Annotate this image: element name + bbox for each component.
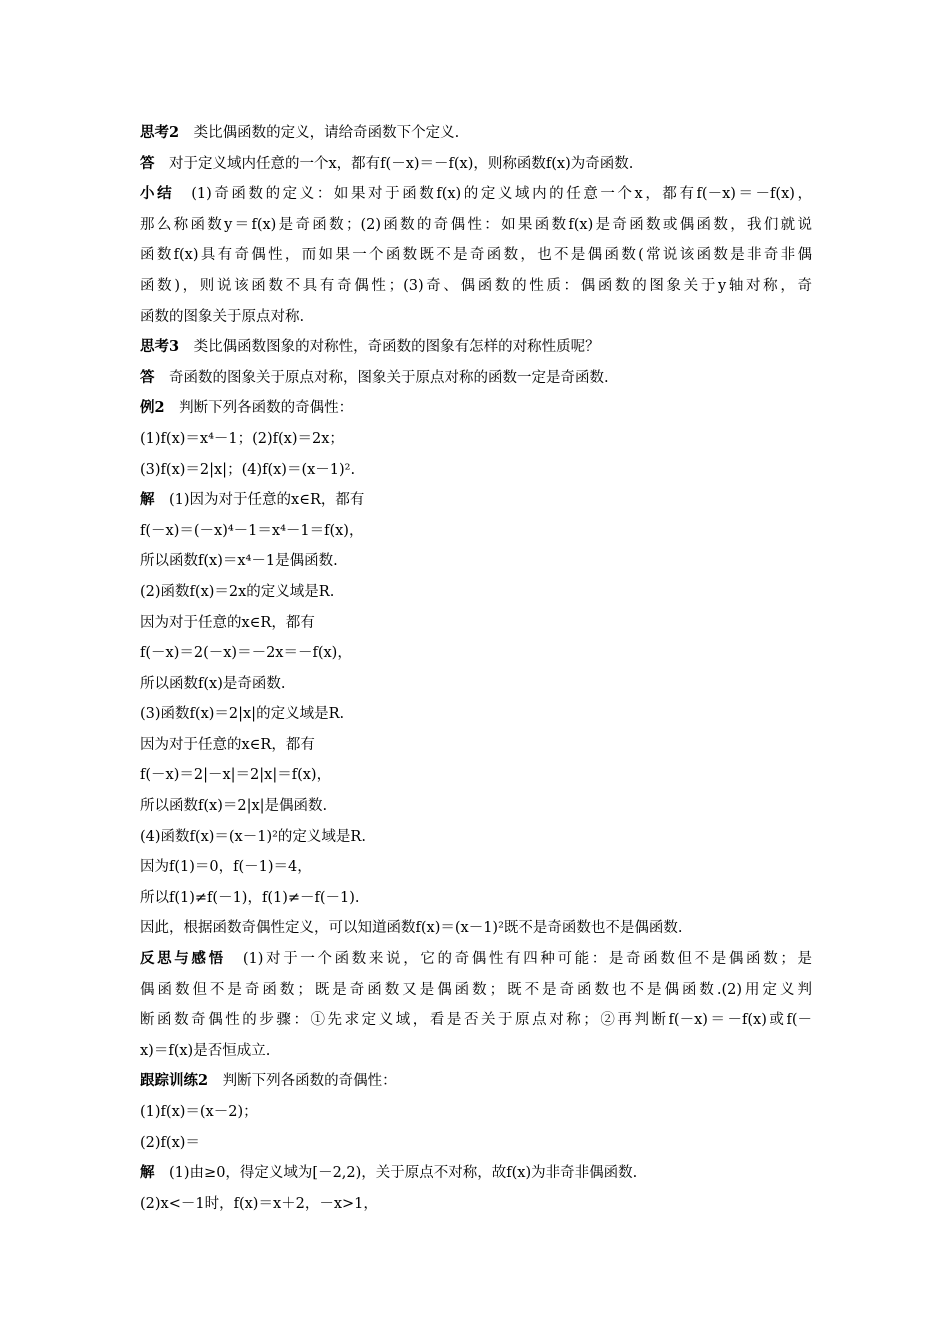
text-line (140, 1097, 812, 1128)
line-text: 所以函数f(x)＝2|x|是偶函数. (140, 798, 328, 815)
text-line (140, 1189, 812, 1220)
line-text: f(－x)＝2|－x|＝2|x|＝f(x)， (140, 767, 332, 784)
text-line (140, 608, 812, 639)
text-line (140, 1036, 812, 1067)
line-text: 因为对于任意的x∈R，都有 (140, 614, 315, 631)
text-line (140, 730, 812, 761)
text-line (140, 1158, 812, 1189)
text-line (140, 210, 812, 241)
text-line (140, 424, 812, 455)
thinking-label: 思考3 (140, 338, 180, 356)
line-text: (1)对于一个函数来说，它的奇偶性有四种可能：是奇函数但不是偶函数；是 (225, 951, 812, 968)
line-text: 判断下列各函数的奇偶性： (164, 400, 354, 417)
answer-label: 答 (140, 368, 155, 386)
practice-label: 跟踪训练2 (140, 1072, 209, 1090)
line-text: (4)函数f(x)＝(x－1)²的定义域是R. (140, 828, 366, 845)
text-line (140, 1128, 812, 1159)
summary-label: 小结 (140, 185, 175, 203)
line-text: 偶函数但不是奇函数；既是奇函数又是偶函数；既不是奇函数也不是偶函数.(2)用定义判 (140, 981, 812, 998)
text-line (140, 760, 812, 791)
example-label: 例2 (140, 399, 165, 417)
solution-label: 解 (140, 1164, 155, 1182)
line-text: 因此，根据函数奇偶性定义，可以知道函数f(x)＝(x－1)²既不是奇函数也不是偶函数. (140, 920, 683, 937)
text-line (140, 240, 812, 271)
line-text: 那么称函数y＝f(x)是奇函数；(2)函数的奇偶性：如果函数f(x)是奇函数或偶函数，我们就说 (140, 216, 812, 233)
line-text: (1)f(x)＝x⁴－1；(2)f(x)＝2x； (140, 430, 344, 447)
line-text: 所以函数f(x)是奇函数. (140, 675, 286, 692)
text-line (140, 271, 812, 302)
line-text: (1)由≥0，得定义域为[－2,2)，关于原点不对称，故f(x)为非奇非偶函数. (154, 1165, 638, 1182)
text-line (140, 179, 812, 210)
line-text: (2)函数f(x)＝2x的定义域是R. (140, 583, 335, 600)
text-line (140, 669, 812, 700)
text-line (140, 883, 812, 914)
line-text: (1)奇函数的定义：如果对于函数f(x)的定义域内的任意一个x，都有f(－x)＝－f(x)， (174, 186, 812, 203)
text-line (140, 393, 812, 424)
text-line (140, 363, 812, 394)
line-text: (1)f(x)＝(x－2)； (140, 1104, 258, 1120)
text-line (140, 791, 812, 822)
line-text: 因为对于任意的x∈R，都有 (140, 736, 315, 753)
text-line (140, 699, 812, 730)
line-text: 函数的图象关于原点对称. (140, 308, 305, 325)
text-line (140, 944, 812, 975)
text-line (140, 975, 812, 1006)
text-line (140, 149, 812, 180)
text-line (140, 577, 812, 608)
line-text: 所以f(1)≠f(－1)，f(1)≠－f(－1). (140, 889, 360, 906)
text-line (140, 1005, 812, 1036)
text-line (140, 332, 812, 363)
line-text: 函数)，则说该函数不具有奇偶性；(3)奇、偶函数的性质：偶函数的图象关于y轴对称，奇 (140, 277, 812, 294)
text-line (140, 1066, 812, 1097)
line-text: (1)因为对于任意的x∈R，都有 (154, 492, 365, 509)
thinking-label: 思考2 (140, 124, 180, 141)
line-text: x)＝f(x)是否恒成立. (140, 1042, 271, 1059)
text-line (140, 302, 812, 333)
text-line (140, 516, 812, 547)
line-text: (2)f(x)＝ (140, 1134, 200, 1151)
line-text: 类比偶函数图象的对称性，奇函数的图象有怎样的对称性质呢？ (179, 339, 600, 356)
line-text: (3)函数f(x)＝2|x|的定义域是R. (140, 706, 345, 723)
solution-label: 解 (140, 491, 155, 509)
text-line (140, 546, 812, 577)
answer-label: 答 (140, 154, 155, 172)
line-text: f(－x)＝2(－x)＝－2x＝－f(x)， (140, 645, 352, 662)
line-text: 类比偶函数的定义，请给奇函数下个定义. (179, 125, 460, 141)
text-line (140, 852, 812, 883)
text-line (140, 822, 812, 853)
line-text: 函数f(x)具有奇偶性，而如果一个函数既不是奇函数，也不是偶函数(常说该函数是非奇非偶 (140, 247, 812, 264)
line-text: (3)f(x)＝2|x|；(4)f(x)＝(x－1)². (140, 461, 356, 478)
document-body (140, 118, 812, 1219)
line-text: 判断下列各函数的奇偶性： (208, 1073, 397, 1090)
reflection-label: 反思与感悟 (140, 950, 226, 968)
text-line (140, 638, 812, 669)
line-text: 所以函数f(x)＝x⁴－1是偶函数. (140, 553, 338, 570)
text-line (140, 118, 812, 149)
line-text: 对于定义域内任意的一个x，都有f(－x)＝－f(x)，则称函数f(x)为奇函数. (154, 155, 634, 172)
line-text: 断函数奇偶性的步骤：①先求定义域，看是否关于原点对称；②再判断f(－x)＝－f(x)或f(－ (140, 1012, 812, 1029)
line-text: 奇函数的图象关于原点对称，图象关于原点对称的函数一定是奇函数. (154, 369, 609, 386)
text-line (140, 485, 812, 516)
line-text: (2)x<－1时，f(x)＝x＋2，－x>1， (140, 1195, 378, 1212)
text-line (140, 455, 812, 486)
line-text: 因为f(1)＝0，f(－1)＝4， (140, 859, 312, 876)
text-line (140, 913, 812, 944)
line-text: f(－x)＝(－x)⁴－1＝x⁴－1＝f(x)， (140, 522, 364, 539)
